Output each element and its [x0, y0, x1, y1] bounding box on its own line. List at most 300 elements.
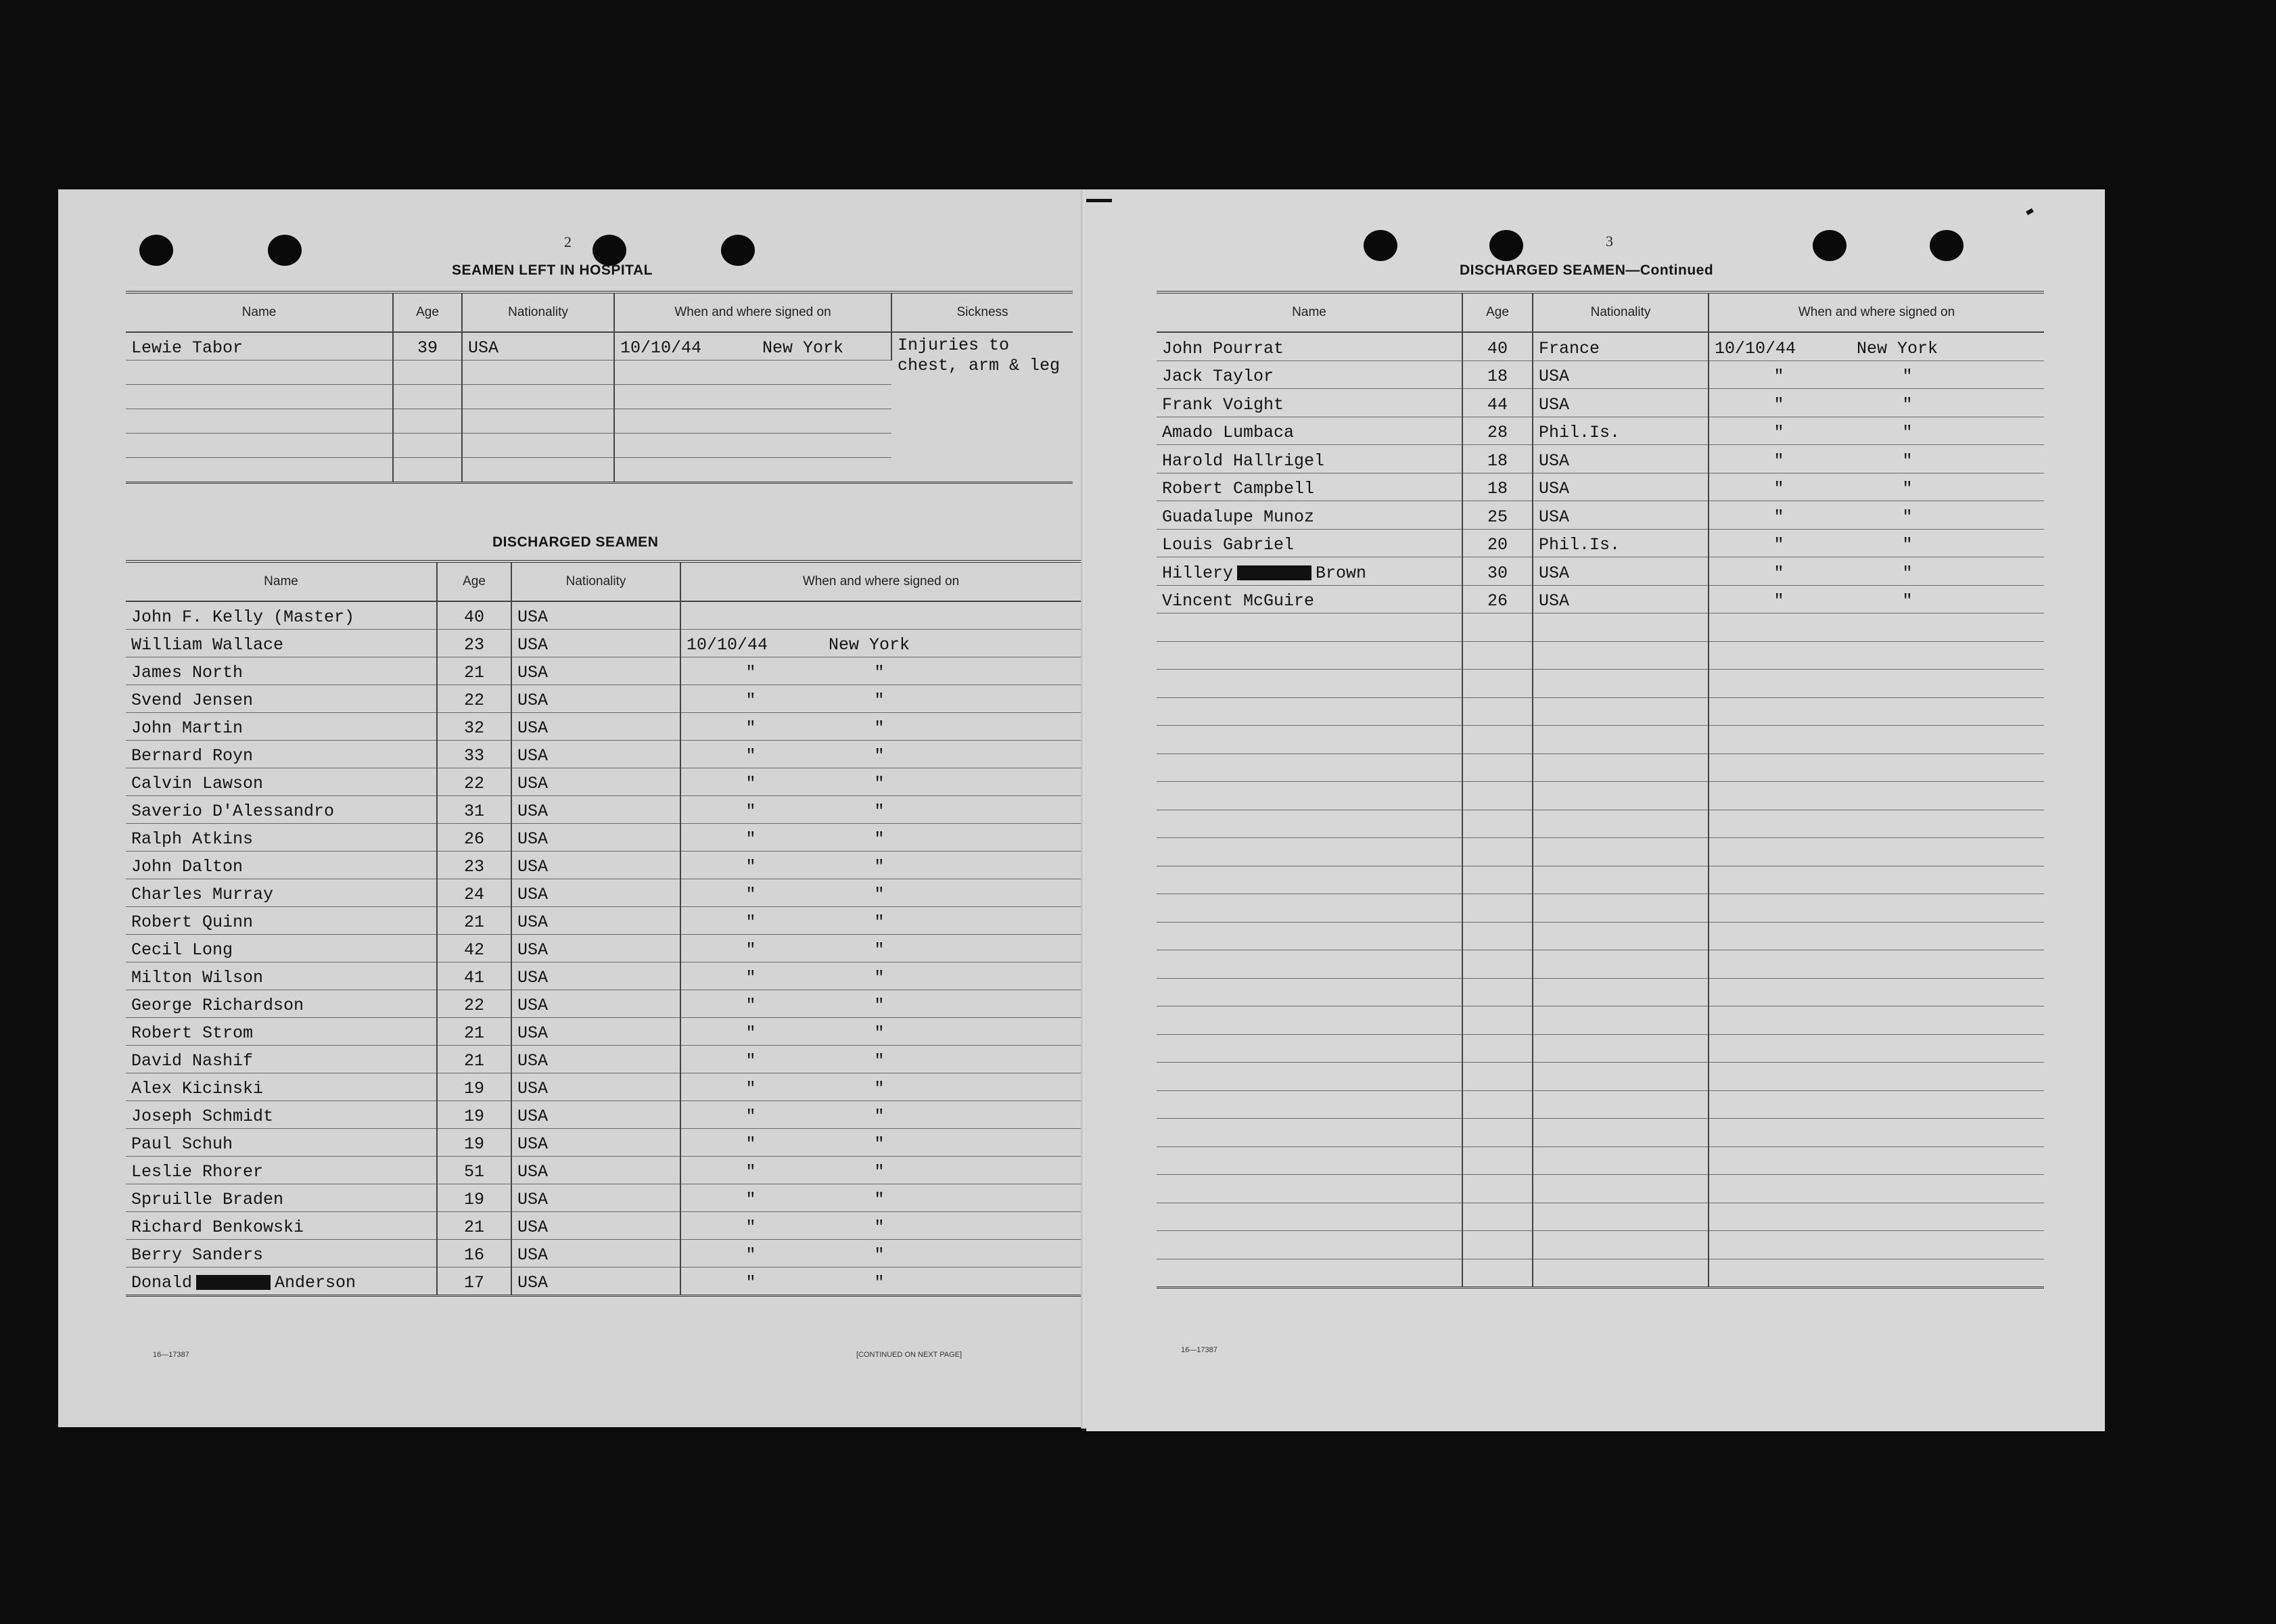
column-header: Age [1462, 292, 1533, 332]
seaman-age: 51 [437, 1157, 511, 1184]
blank-cell [1709, 1259, 2044, 1288]
name-first: Hillery [1162, 563, 1234, 583]
blank-cell [462, 361, 614, 385]
table-row [126, 1268, 1081, 1296]
signed-on-date: " [745, 663, 756, 682]
seaman-name: Joseph Schmidt [126, 1101, 437, 1129]
blank-cell [1709, 1203, 2044, 1231]
blank-cell [1157, 866, 1462, 894]
signed-on-date: " [745, 1217, 756, 1237]
blank-cell [1157, 1231, 1462, 1259]
table-row [126, 1184, 1081, 1212]
seaman-age: 26 [1462, 585, 1533, 613]
blank-cell [1533, 1063, 1709, 1091]
signed-on [680, 1157, 1081, 1184]
seaman-nationality: USA [511, 1212, 680, 1240]
column-header: When and where signed on [1709, 292, 2044, 332]
table-row [126, 768, 1081, 796]
seaman-nationality: USA [511, 1046, 680, 1073]
seaman-nationality: USA [511, 852, 680, 879]
signed-on-place: " [874, 996, 885, 1015]
seaman-nationality: USA [511, 1018, 680, 1046]
seaman-age: 30 [1462, 557, 1533, 586]
signed-on-place: " [874, 1079, 885, 1098]
seaman-name: Berry Sanders [126, 1240, 437, 1268]
blank-cell [1709, 697, 2044, 726]
table-row [126, 1212, 1081, 1240]
seaman-name: Amado Lumbaca [1157, 417, 1462, 445]
seaman-name: George Richardson [126, 990, 437, 1018]
blank-cell [1462, 613, 1533, 642]
blank-row [1157, 1146, 2044, 1175]
seaman-name: Vincent McGuire [1157, 585, 1462, 613]
signed-on-place: " [874, 1162, 885, 1182]
signed-on-date: " [745, 1273, 756, 1293]
blank-cell [126, 361, 393, 385]
seaman-nationality: USA [511, 601, 680, 630]
signed-on-place: New York [829, 635, 910, 655]
seaman-name: Paul Schuh [126, 1129, 437, 1157]
blank-cell [1709, 838, 2044, 866]
signed-on [1709, 529, 2044, 557]
signed-on [1709, 473, 2044, 501]
signed-on-date: " [745, 912, 756, 932]
seaman-nationality: France [1533, 332, 1709, 361]
blank-cell [1157, 1146, 1462, 1175]
blank-cell [1462, 1006, 1533, 1035]
seaman-age: 22 [437, 685, 511, 713]
column-header: When and where signed on [680, 561, 1081, 601]
signed-on-date: " [1773, 450, 1784, 471]
seaman-name: Cecil Long [126, 935, 437, 962]
blank-cell [1709, 922, 2044, 950]
signed-on-date: " [745, 996, 756, 1015]
blank-cell [1533, 726, 1709, 754]
signed-on [680, 935, 1081, 962]
seaman-name: Guadalupe Munoz [1157, 501, 1462, 530]
seaman-age: 21 [437, 1212, 511, 1240]
seaman-nationality: USA [1533, 389, 1709, 417]
signed-on-place: " [1902, 450, 1913, 471]
table-row [126, 935, 1081, 962]
signed-on-date: " [745, 746, 756, 766]
blank-cell [1157, 922, 1462, 950]
seaman-nationality: USA [511, 990, 680, 1018]
blank-cell [1462, 753, 1533, 782]
signed-on-date: " [745, 1079, 756, 1098]
blank-cell [1157, 810, 1462, 838]
form-number: 16—17387 [153, 1351, 189, 1359]
signed-on-place: " [874, 1190, 885, 1209]
table-row [126, 685, 1081, 713]
seaman-name: Robert Quinn [126, 907, 437, 935]
redaction-mark [196, 1275, 271, 1290]
signed-on [680, 1268, 1081, 1296]
seaman-nationality: Phil.Is. [1533, 529, 1709, 557]
blank-cell [1157, 950, 1462, 979]
blank-cell [614, 409, 891, 434]
blank-cell [1533, 838, 1709, 866]
signed-on-place: " [1902, 394, 1913, 415]
seaman-age: 19 [437, 1101, 511, 1129]
signed-on [1709, 501, 2044, 530]
signed-on-place: " [1902, 507, 1913, 527]
signed-on [680, 1212, 1081, 1240]
seaman-nationality: USA [511, 907, 680, 935]
blank-cell [1709, 1034, 2044, 1063]
signed-on-place: " [874, 774, 885, 793]
signed-on [680, 1129, 1081, 1157]
blank-cell [1157, 838, 1462, 866]
seaman-name: William Wallace [126, 630, 437, 657]
column-header: Nationality [511, 561, 680, 601]
punch-hole [721, 235, 755, 266]
form-number: 16—17387 [1181, 1346, 1217, 1354]
blank-row [1157, 1231, 2044, 1259]
seaman-age: 41 [437, 962, 511, 990]
signed-on [1709, 361, 2044, 389]
signed-on-place: " [1902, 591, 1913, 611]
signed-on-date: " [745, 1134, 756, 1154]
seaman-name: Svend Jensen [126, 685, 437, 713]
signed-on-place: " [874, 802, 885, 821]
seaman-age: 39 [393, 332, 462, 361]
blank-cell [614, 458, 891, 483]
column-header: Sickness [891, 292, 1073, 332]
signed-on-date: " [745, 1162, 756, 1182]
blank-row [1157, 782, 2044, 810]
blank-cell [1462, 1034, 1533, 1063]
blank-cell [1533, 1034, 1709, 1063]
blank-cell [126, 385, 393, 409]
seaman-nationality: USA [511, 1240, 680, 1268]
blank-cell [1533, 1006, 1709, 1035]
blank-row [1157, 1203, 2044, 1231]
blank-cell [1533, 753, 1709, 782]
signed-on-date: " [1773, 479, 1784, 498]
seaman-nationality: USA [511, 1157, 680, 1184]
blank-cell [1533, 670, 1709, 698]
blank-cell [1157, 670, 1462, 698]
blank-cell [1462, 950, 1533, 979]
table-row [126, 852, 1081, 879]
seaman-name: Ralph Atkins [126, 824, 437, 852]
blank-cell [462, 409, 614, 434]
blank-cell [1533, 613, 1709, 642]
signed-on [680, 907, 1081, 935]
blank-row [1157, 613, 2044, 642]
blank-cell [1709, 1090, 2044, 1119]
seaman-age: 28 [1462, 417, 1533, 445]
blank-cell [1709, 810, 2044, 838]
column-header: Age [437, 561, 511, 601]
seaman-nationality: USA [511, 713, 680, 741]
seaman-nationality: USA [1533, 557, 1709, 586]
page-number: 2 [564, 233, 572, 250]
blank-cell [393, 409, 462, 434]
signed-on-place: " [874, 857, 885, 877]
table-row [1157, 332, 2044, 361]
blank-cell [1533, 1231, 1709, 1259]
blank-cell [1462, 922, 1533, 950]
signed-on-date: " [745, 885, 756, 904]
name-last: Anderson [275, 1273, 356, 1293]
blank-cell [126, 458, 393, 483]
signed-on [680, 768, 1081, 796]
signed-on-place: " [874, 1051, 885, 1071]
seaman-age: 21 [437, 907, 511, 935]
signed-on-place: " [874, 912, 885, 932]
blank-row [1157, 1175, 2044, 1203]
seaman-nationality: USA [1533, 585, 1709, 613]
seaman-age: 25 [1462, 501, 1533, 530]
blank-cell [1533, 782, 1709, 810]
signed-on [680, 685, 1081, 713]
seaman-name [126, 1268, 437, 1296]
discharged-section-title: DISCHARGED SEAMEN [492, 534, 659, 550]
blank-cell [1709, 726, 2044, 754]
signed-on [680, 601, 1081, 630]
blank-row [1157, 670, 2044, 698]
signed-on-place: " [874, 1134, 885, 1154]
seaman-age: 19 [437, 1073, 511, 1101]
seaman-nationality: USA [511, 1184, 680, 1212]
seaman-age: 18 [1462, 361, 1533, 389]
seaman-age: 44 [1462, 389, 1533, 417]
signed-on-place: " [874, 691, 885, 710]
seaman-nationality: Phil.Is. [1533, 417, 1709, 445]
signed-on-date: " [1773, 394, 1784, 415]
signed-on [680, 796, 1081, 824]
signed-on-place: " [874, 1023, 885, 1043]
seaman-age: 19 [437, 1184, 511, 1212]
blank-cell [1462, 1203, 1533, 1231]
punch-hole [593, 235, 626, 266]
signed-on-date: 10/10/44 [687, 635, 768, 655]
blank-row [1157, 866, 2044, 894]
seaman-name: Robert Strom [126, 1018, 437, 1046]
signed-on-date: " [1773, 367, 1784, 386]
seaman-age: 33 [437, 741, 511, 768]
table-row [1157, 361, 2044, 389]
seaman-age: 42 [437, 935, 511, 962]
seaman-age: 21 [437, 1046, 511, 1073]
blank-row [1157, 726, 2044, 754]
seaman-nationality: USA [511, 1129, 680, 1157]
blank-cell [1157, 753, 1462, 782]
seaman-age: 23 [437, 852, 511, 879]
blank-cell [126, 409, 393, 434]
table-row [126, 1157, 1081, 1184]
signed-on-place: " [1902, 535, 1913, 555]
blank-cell [1157, 1119, 1462, 1147]
seaman-nationality: USA [1533, 445, 1709, 473]
blank-cell [614, 361, 891, 385]
signed-on-date: 10/10/44 [1715, 338, 1796, 358]
blank-cell [1709, 613, 2044, 642]
signed-on [1709, 585, 2044, 613]
punch-hole [1930, 230, 1964, 261]
blank-cell [1709, 753, 2044, 782]
blank-cell [1709, 1175, 2044, 1203]
seaman-age: 40 [1462, 332, 1533, 361]
right-page [1086, 189, 2105, 1431]
signed-on [680, 657, 1081, 685]
seaman-nationality: USA [511, 824, 680, 852]
blank-cell [1462, 670, 1533, 698]
blank-row [1157, 1006, 2044, 1035]
signed-on-date: " [745, 968, 756, 988]
blank-row [1157, 641, 2044, 670]
table-row [126, 630, 1081, 657]
name-first: Donald [131, 1273, 193, 1293]
table-row [1157, 473, 2044, 501]
table-row [1157, 529, 2044, 557]
table-row [126, 332, 1073, 361]
signed-on [1709, 445, 2044, 473]
signed-on-place: " [1902, 423, 1913, 442]
blank-cell [1157, 697, 1462, 726]
blank-cell [1462, 838, 1533, 866]
table-row [126, 713, 1081, 741]
blank-cell [393, 434, 462, 458]
blank-row [1157, 1259, 2044, 1288]
signed-on-place: " [874, 1245, 885, 1265]
discharged-continued-title: DISCHARGED SEAMEN—Continued [1460, 262, 1714, 278]
signed-on-date: " [745, 774, 756, 793]
seaman-name: James North [126, 657, 437, 685]
redaction-mark [1237, 565, 1311, 580]
table-row [126, 1018, 1081, 1046]
table-row [126, 879, 1081, 907]
table-row [126, 1129, 1081, 1157]
seaman-nationality: USA [511, 657, 680, 685]
signed-on [680, 1073, 1081, 1101]
signed-on [1709, 389, 2044, 417]
signed-on-place: " [1902, 367, 1913, 386]
signed-on-place: " [874, 968, 885, 988]
blank-cell [462, 458, 614, 483]
signed-on-date: " [1773, 423, 1784, 442]
column-header: Age [393, 292, 462, 332]
left-page [58, 189, 1086, 1427]
blank-cell [1533, 1203, 1709, 1231]
seaman-name: Louis Gabriel [1157, 529, 1462, 557]
blank-cell [1709, 978, 2044, 1006]
signed-on-place: " [874, 940, 885, 960]
table-row [126, 990, 1081, 1018]
table-row [126, 601, 1081, 630]
signed-on-place: " [1902, 563, 1913, 583]
blank-row [1157, 922, 2044, 950]
blank-cell [1462, 1175, 1533, 1203]
signed-on [680, 1046, 1081, 1073]
blank-cell [1462, 866, 1533, 894]
signed-on-place: " [874, 1107, 885, 1126]
blank-cell [462, 434, 614, 458]
seaman-nationality: USA [511, 1101, 680, 1129]
seaman-age: 22 [437, 768, 511, 796]
blank-row [1157, 894, 2044, 923]
discharged-table [126, 560, 1081, 1297]
seaman-name [1157, 557, 1462, 586]
seaman-name: John Pourrat [1157, 332, 1462, 361]
signed-on-date: " [745, 1107, 756, 1126]
seaman-name: Richard Benkowski [126, 1212, 437, 1240]
sickness: Injuries to chest, arm & leg [891, 332, 1073, 483]
table-row [126, 962, 1081, 990]
seaman-nationality: USA [1533, 501, 1709, 530]
signed-on-date: " [745, 1190, 756, 1209]
seaman-age: 17 [437, 1268, 511, 1296]
blank-cell [614, 434, 891, 458]
signed-on-date: " [745, 940, 756, 960]
seaman-name: Bernard Royn [126, 741, 437, 768]
table-row [126, 1101, 1081, 1129]
blank-cell [614, 385, 891, 409]
blank-cell [1709, 1231, 2044, 1259]
signed-on [680, 741, 1081, 768]
blank-cell [1462, 1063, 1533, 1091]
seaman-name: Calvin Lawson [126, 768, 437, 796]
seaman-name: Harold Hallrigel [1157, 445, 1462, 473]
table-row [1157, 501, 2044, 530]
seaman-name: John F. Kelly (Master) [126, 601, 437, 630]
seaman-nationality: USA [511, 741, 680, 768]
seaman-nationality: USA [511, 768, 680, 796]
seaman-name: John Martin [126, 713, 437, 741]
signed-on-date: " [1773, 507, 1784, 527]
seaman-nationality: USA [511, 685, 680, 713]
blank-cell [1709, 950, 2044, 979]
seaman-name: John Dalton [126, 852, 437, 879]
blank-cell [1533, 1175, 1709, 1203]
blank-row [1157, 1119, 2044, 1147]
blank-cell [1462, 1146, 1533, 1175]
signed-on [680, 630, 1081, 657]
signed-on-date: " [745, 718, 756, 738]
seaman-nationality: USA [511, 962, 680, 990]
signed-on-date: " [745, 691, 756, 710]
blank-cell [1533, 1146, 1709, 1175]
seaman-name: Robert Campbell [1157, 473, 1462, 501]
blank-cell [1462, 782, 1533, 810]
blank-cell [1462, 641, 1533, 670]
blank-cell [1533, 810, 1709, 838]
blank-row [1157, 838, 2044, 866]
table-row [1157, 417, 2044, 445]
seaman-age: 16 [437, 1240, 511, 1268]
signed-on [680, 1184, 1081, 1212]
signed-on [680, 1018, 1081, 1046]
table-row [1157, 445, 2044, 473]
blank-cell [1157, 726, 1462, 754]
table-row [126, 907, 1081, 935]
blank-cell [1709, 1006, 2044, 1035]
blank-row [1157, 697, 2044, 726]
seaman-age: 24 [437, 879, 511, 907]
signed-on [680, 852, 1081, 879]
seaman-name: Spruille Braden [126, 1184, 437, 1212]
blank-row [1157, 978, 2044, 1006]
signed-on-date: " [1773, 563, 1784, 583]
blank-cell [1157, 1006, 1462, 1035]
seaman-age: 18 [1462, 445, 1533, 473]
blank-cell [1533, 922, 1709, 950]
seaman-age: 20 [1462, 529, 1533, 557]
blank-cell [393, 385, 462, 409]
blank-cell [1462, 726, 1533, 754]
